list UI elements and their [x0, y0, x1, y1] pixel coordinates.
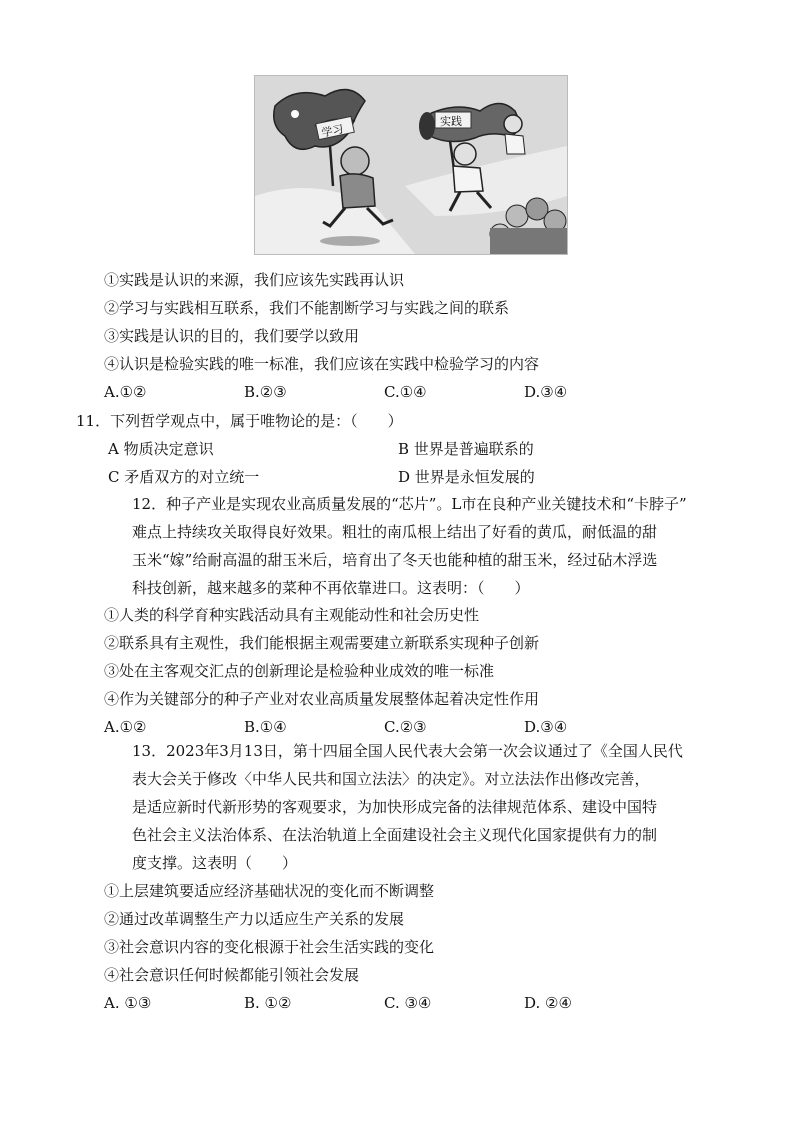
q11-choice-b[interactable]: B 世界是普遍联系的 [398, 440, 534, 458]
cartoon-illustration [254, 75, 568, 255]
q13-stem-line-3: 是适应新时代新形势的客观要求，为加快形成完备的法律规范体系、建设中国特 [132, 798, 658, 816]
q10-choice-d[interactable]: D.③④ [524, 383, 568, 401]
q10-statement-2: ②学习与实践相互联系，我们不能割断学习与实践之间的联系 [104, 299, 510, 317]
q13-choice-d[interactable]: D. ②④ [524, 994, 572, 1012]
q13-choice-b[interactable]: B. ①② [244, 994, 292, 1012]
q12-stem-line-3: 玉米“嫁”给耐高温的甜玉米后，培育出了冬天也能种植的甜玉米，经过砧木浮选 [132, 551, 658, 569]
q12-statement-2: ②联系具有主观性，我们能根据主观需要建立新联系实现种子创新 [104, 634, 540, 652]
q13-choice-c[interactable]: C. ③④ [384, 994, 432, 1012]
q12-statement-4: ④作为关键部分的种子产业对农业高质量发展整体起着决定性作用 [104, 690, 540, 708]
q13-stem-line-2: 表大会关于修改〈中华人民共和国立法法〉的决定》。对立法法作出修改完善， [132, 770, 650, 788]
q13-statement-1: ①上层建筑要适应经济基础状况的变化而不断调整 [104, 882, 435, 900]
q13-stem-line-1: 13．2023年3月13日，第十四届全国人民代表大会第一次会议通过了《全国人民代 [132, 742, 683, 760]
q11-choice-c[interactable]: C 矛盾双方的对立统一 [108, 468, 260, 486]
cartoon-label-practice: 实践 [440, 115, 462, 128]
q13-stem-line-5: 度支撑。这表明（ ） [132, 854, 298, 872]
q11-stem: 11．下列哲学观点中，属于唯物论的是：（ ） [76, 412, 403, 430]
q11-choice-a[interactable]: A 物质决定意识 [108, 440, 214, 458]
q10-statement-4: ④认识是检验实践的唯一标准，我们应该在实践中检验学习的内容 [104, 355, 540, 373]
q12-stem-line-1: 12．种子产业是实现农业高质量发展的“芯片”。L市在良种产业关键技术和“卡脖子” [132, 495, 687, 513]
cartoon-label-learning: 学习 [320, 122, 345, 140]
q12-choice-a[interactable]: A.①② [104, 718, 147, 736]
q12-choice-b[interactable]: B.①④ [244, 718, 287, 736]
q13-statement-4: ④社会意识任何时候都能引领社会发展 [104, 966, 360, 984]
q10-statement-3: ③实践是认识的目的，我们要学以致用 [104, 327, 360, 345]
q11-choice-d[interactable]: D 世界是永恒发展的 [398, 468, 535, 486]
q10-choice-a[interactable]: A.①② [104, 383, 147, 401]
q13-choice-a[interactable]: A. ①③ [104, 994, 152, 1012]
q13-statement-3: ③社会意识内容的变化根源于社会生活实践的变化 [104, 938, 435, 956]
q10-statement-1: ①实践是认识的来源，我们应该先实践再认识 [104, 271, 405, 289]
q12-choice-c[interactable]: C.②③ [384, 718, 427, 736]
q13-statement-2: ②通过改革调整生产力以适应生产关系的发展 [104, 910, 405, 928]
q10-choice-c[interactable]: C.①④ [384, 383, 427, 401]
q10-choice-b[interactable]: B.②③ [244, 383, 287, 401]
q12-stem-line-2: 难点上持续攻关取得良好效果。粗壮的南瓜根上结出了好看的黄瓜，耐低温的甜 [132, 523, 658, 541]
q12-stem-line-4: 科技创新，越来越多的菜种不再依靠进口。这表明：（ ） [132, 579, 530, 597]
q12-choice-d[interactable]: D.③④ [524, 718, 568, 736]
q12-statement-3: ③处在主客观交汇点的创新理论是检验种业成效的唯一标准 [104, 662, 495, 680]
q12-statement-1: ①人类的科学育种实践活动具有主观能动性和社会历史性 [104, 606, 480, 624]
q13-stem-line-4: 色社会主义法治体系、在法治轨道上全面建设社会主义现代化国家提供有力的制 [132, 826, 658, 844]
